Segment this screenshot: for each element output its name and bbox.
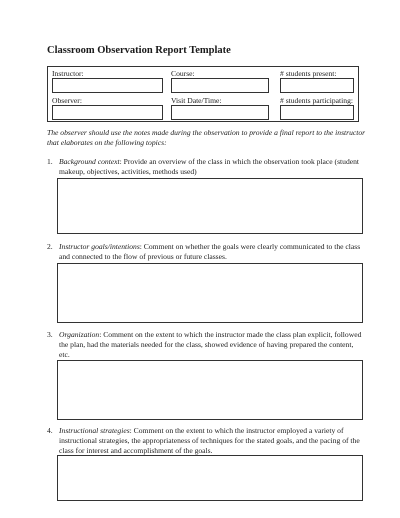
- course-field[interactable]: [171, 78, 269, 93]
- visit-date-time-label: Visit Date/Time:: [171, 96, 222, 105]
- answer-box-4[interactable]: [57, 455, 363, 501]
- instructor-label: Instructor:: [52, 69, 84, 78]
- students-participating-field[interactable]: [280, 105, 354, 120]
- question-text: : Comment on the extent to which the instructor made the class plan explicit, followed the plan, had the materials needed for the class, showed evidence of having prepared the content, etc.: [59, 330, 362, 359]
- question-number: 3.: [47, 330, 53, 339]
- question-number: 4.: [47, 426, 53, 435]
- question-text: : Comment on the extent to which the instructor employed a variety of instructional strategies, the appropriateness of techniques for the stated goals, and the pacing of the class for interest and accomplishment of the goals.: [59, 426, 360, 455]
- answer-box-3[interactable]: [57, 360, 363, 420]
- course-label: Course:: [171, 69, 195, 78]
- question-1: [47, 157, 363, 177]
- question-topic: Background context: [59, 157, 120, 166]
- visit-date-time-field[interactable]: [171, 105, 269, 120]
- answer-box-1[interactable]: [57, 178, 363, 234]
- info-fields-box: [47, 66, 359, 122]
- question-3: [47, 330, 363, 360]
- observer-field[interactable]: [52, 105, 163, 120]
- students-participating-label: # students participating:: [280, 96, 353, 105]
- question-2: [47, 242, 363, 262]
- question-number: 2.: [47, 242, 53, 251]
- question-text: : Comment on whether the goals were clearly communicated to the class and connected to the flow of previous or future classes.: [59, 242, 361, 261]
- question-topic: Instructor goals/intentions: [59, 242, 140, 251]
- question-4: [47, 426, 363, 456]
- instructions-text: The observer should use the notes made during the observation to provide a final report to the instructor that elaborates on the following topics:: [47, 128, 366, 147]
- question-number: 1.: [47, 157, 53, 166]
- question-topic: Organization: [59, 330, 100, 339]
- question-topic: Instructional strategies: [59, 426, 130, 435]
- answer-box-2[interactable]: [57, 263, 363, 323]
- observer-label: Observer:: [52, 96, 82, 105]
- page-title: Classroom Observation Report Template: [47, 45, 231, 56]
- instructor-field[interactable]: [52, 78, 163, 93]
- students-present-label: # students present:: [280, 69, 337, 78]
- question-text: : Provide an overview of the class in which the observation took place (student makeup, objectives, activities, methods used): [59, 157, 360, 176]
- students-present-field[interactable]: [280, 78, 354, 93]
